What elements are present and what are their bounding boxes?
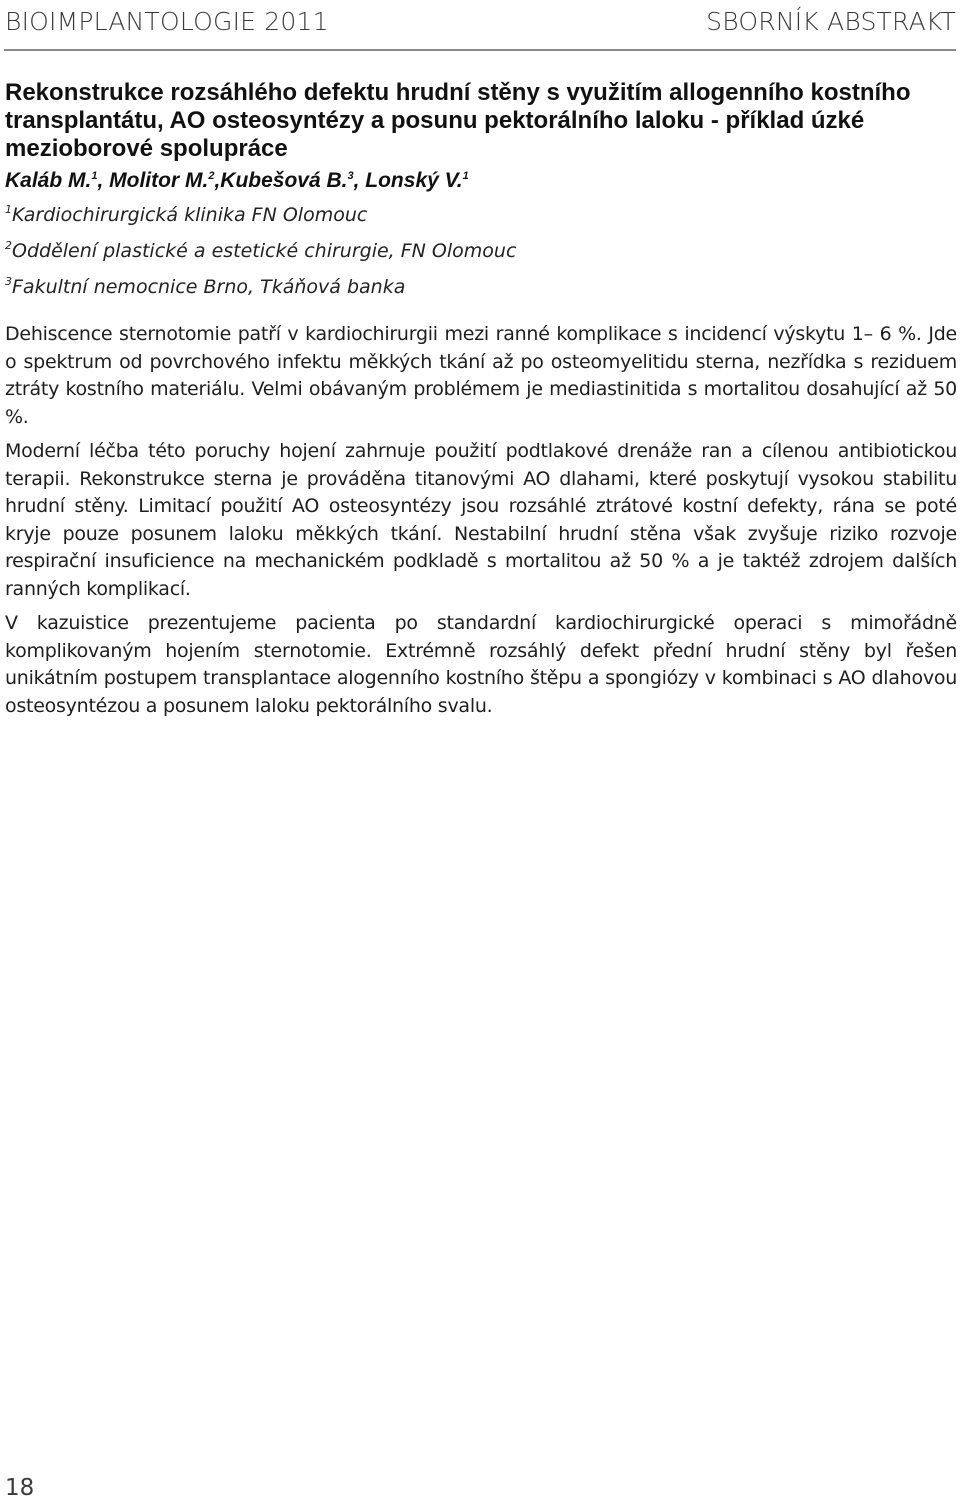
article-title: Rekonstrukce rozsáhlého defektu hrudní stěny s využitím allogenního kostního transplantátu, AO osteosyntézy a posunu pektorálního laloku - příklad úzké mezioborové spolupráce bbox=[5, 79, 911, 162]
author-name: Kaláb M. bbox=[5, 169, 92, 192]
author-name: Lonský V. bbox=[365, 169, 463, 192]
author-affiliation-mark: 1 bbox=[462, 170, 469, 182]
author-affiliation-mark: 1 bbox=[91, 170, 98, 182]
author-list bbox=[5, 165, 957, 197]
header-section-title: SBORNÍK ABSTRAKT bbox=[706, 6, 956, 36]
affiliation-list bbox=[5, 197, 957, 305]
affiliation-item bbox=[5, 233, 957, 269]
affiliation-text: Kardiochirurgická klinika FN Olomouc bbox=[12, 204, 368, 226]
header-divider bbox=[4, 49, 956, 51]
affiliation-mark: 3 bbox=[5, 275, 12, 288]
abstract-paragraph: V kazuistice prezentujeme pacienta po standardní kardiochirurgické operaci s mimořádně komplikovaným hojením sternotomie. Extrémně rozsáhlý defekt přední hrudní stěny byl řešen unikátním postupem transplantace alogenního kostního štěpu a spongiózy v kombinaci s AO dlahovou osteosyntézou a posunem laloku pektorálního svalu. bbox=[5, 612, 957, 717]
header-journal-title: BIOIMPLANTOLOGIE 2011 bbox=[5, 6, 329, 36]
abstract-paragraph: Dehiscence sternotomie patří v kardiochirurgii mezi ranné komplikace s incidencí výskytu 1– 6 %. Jde o spektrum od povrchového infektu měkkých tkání až po osteomyelitidu sterna, nezřídka s reziduem ztráty kostního materiálu. Velmi obávaným problémem je mediastinitida s mortalitou dosahující až 50 %. bbox=[5, 323, 957, 428]
author-affiliation-mark: 3 bbox=[347, 170, 354, 182]
author-name: Kubešová B. bbox=[220, 169, 348, 192]
article bbox=[5, 79, 957, 727]
affiliation-text: Fakultní nemocnice Brno, Tkáňová banka bbox=[12, 276, 406, 298]
author-affiliation-mark: 2 bbox=[208, 170, 215, 182]
author-name: Molitor M. bbox=[109, 169, 209, 192]
author-separator: , bbox=[214, 169, 221, 192]
affiliation-item bbox=[5, 197, 957, 233]
affiliation-item bbox=[5, 269, 957, 305]
author-separator: , bbox=[353, 169, 366, 192]
author-separator: , bbox=[97, 169, 110, 192]
page-number: 18 bbox=[5, 1475, 35, 1501]
page-header bbox=[5, 4, 956, 38]
affiliation-mark: 2 bbox=[5, 239, 12, 252]
affiliation-text: Oddělení plastické a estetické chirurgie, FN Olomouc bbox=[12, 240, 517, 262]
abstract-body bbox=[5, 321, 957, 720]
abstract-paragraph: Moderní léčba této poruchy hojení zahrnuje použití podtlakové drenáže ran a cílenou antibiotickou terapii. Rekonstrukce sterna je prováděna titanovými AO dlahami, které poskytují vysokou stabilitu hrudní stěny. Limitací použití AO osteosyntézy jsou rozsáhlé ztrátové kostní defekty, rána se poté kryje pouze posunem laloku měkkých tkání. Nestabilní hrudní stěna však zvyšuje riziko rozvoje respirační insuficience na mechanickém podkladě s mortalitou až 50 % a je taktéž zdrojem dalších ranných komplikací. bbox=[5, 440, 957, 600]
affiliation-mark: 1 bbox=[5, 203, 12, 216]
